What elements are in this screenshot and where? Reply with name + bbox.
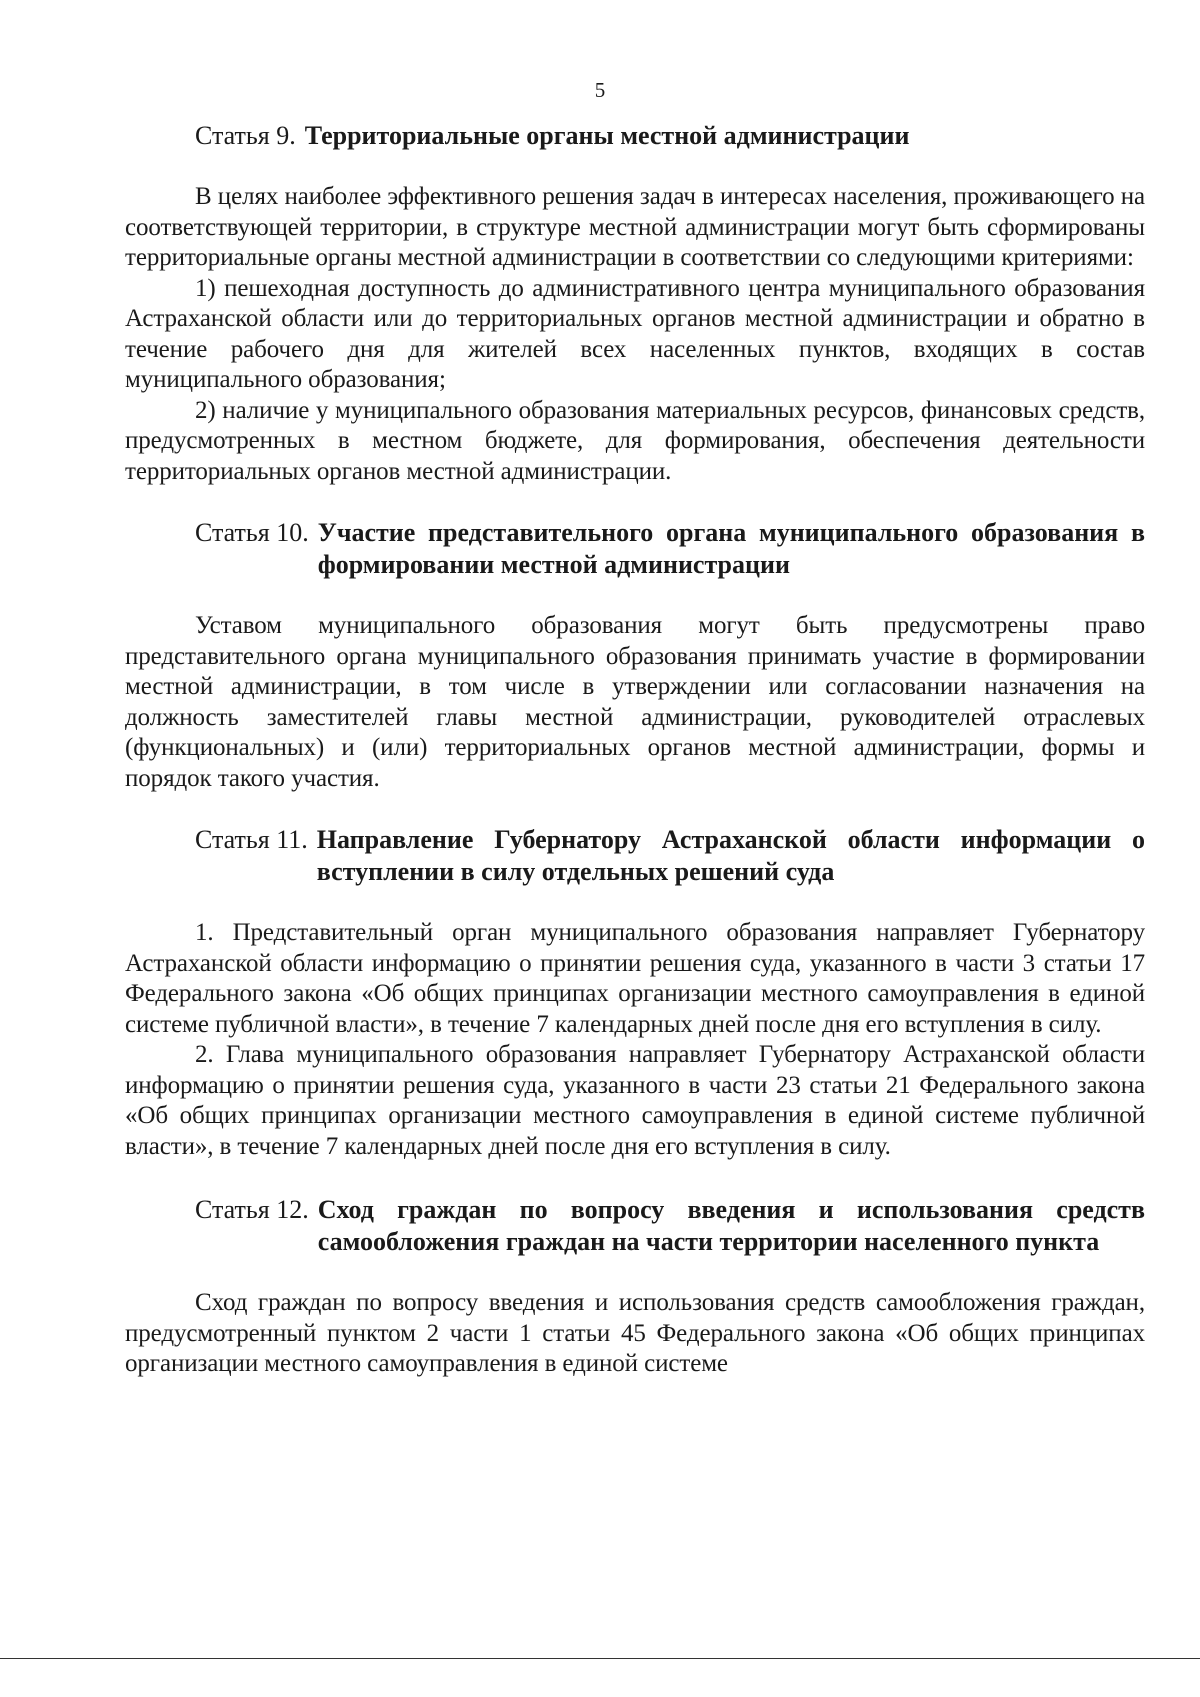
article-9-paragraph-3: 2) наличие у муниципального образования материальных ресурсов, финансовых средств, предусмотренных в местном бюджете, для формирования, обеспечения деятельности территориальных органов местной администрации. bbox=[125, 396, 1145, 485]
article-11-label: Статья 11. bbox=[195, 825, 308, 854]
article-12-label: Статья 12. bbox=[195, 1195, 309, 1224]
article-9-paragraph-1: В целях наиболее эффективного решения задач в интересах населения, проживающего на соответствующей территории, в структуре местной администрации могут быть сформированы территориальные органы местной администрации в соответствии со следующими критериями: bbox=[125, 183, 1145, 271]
article-12-paragraph-1: Сход граждан по вопросу введения и использования средств самообложения граждан, предусмотренный пунктом 2 части 1 статьи 45 Федерального закона «Об общих принципах организации местного самоуправления в единой системе bbox=[125, 1289, 1145, 1377]
article-11-paragraph-1: 1. Представительный орган муниципального образования направляет Губернатору Астраханской области информацию о принятии решения суда, указанного в части 3 статьи 17 Федерального закона «Об общих принципах организации местного самоуправления в единой системе публичной власти», в течение 7 календарных дней после дня его вступления в силу. bbox=[125, 919, 1145, 1038]
bottom-border-line bbox=[0, 1658, 1200, 1659]
article-11-text bbox=[125, 918, 1145, 1162]
article-10-title: Участие представительного органа муниципального образования в формировании местной администрации bbox=[317, 518, 1145, 579]
article-10-label: Статья 10. bbox=[195, 518, 309, 547]
article-11-heading bbox=[195, 824, 1145, 888]
article-10-heading bbox=[195, 517, 1145, 581]
article-10-paragraph-1: Уставом муниципального образования могут быть предусмотрены право представительного органа муниципального образования принимать участие в формировании местной администрации, в том числе в утверждении или согласовании назначения на должность заместителей главы местной администрации, руководителей отраслевых (функциональных) и (или) территориальных органов местной администрации, формы и порядок такого участия. bbox=[125, 612, 1145, 792]
article-9-label: Статья 9. bbox=[195, 121, 296, 150]
document-body bbox=[125, 120, 1145, 1380]
article-12-heading bbox=[195, 1194, 1145, 1258]
article-12-title: Сход граждан по вопросу введения и использования средств самообложения граждан на части территории населенного пункта bbox=[317, 1195, 1145, 1256]
article-9-title: Территориальные органы местной администрации bbox=[304, 121, 910, 150]
article-11-paragraph-2: 2. Глава муниципального образования направляет Губернатору Астраханской области информацию о принятии решения суда, указанного в части 23 статьи 21 Федерального закона «Об общих принципах организации местного самоуправления в единой системе публичной власти», в течение 7 календарных дней после дня его вступления в силу. bbox=[125, 1041, 1145, 1160]
article-9-text bbox=[125, 182, 1145, 487]
article-9-paragraph-2: 1) пешеходная доступность до административного центра муниципального образования Астраханской области или до территориальных органов местной администрации и обратно в течение рабочего дня для жителей всех населенных пунктов, входящих в состав муниципального образования; bbox=[125, 274, 1145, 393]
article-12-text bbox=[125, 1288, 1145, 1380]
article-11-title: Направление Губернатору Астраханской области информации о вступлении в силу отдельных решений суда bbox=[316, 825, 1145, 886]
article-10-text bbox=[125, 611, 1145, 794]
article-9-heading bbox=[195, 120, 1145, 152]
page-number: 5 bbox=[594, 78, 606, 102]
